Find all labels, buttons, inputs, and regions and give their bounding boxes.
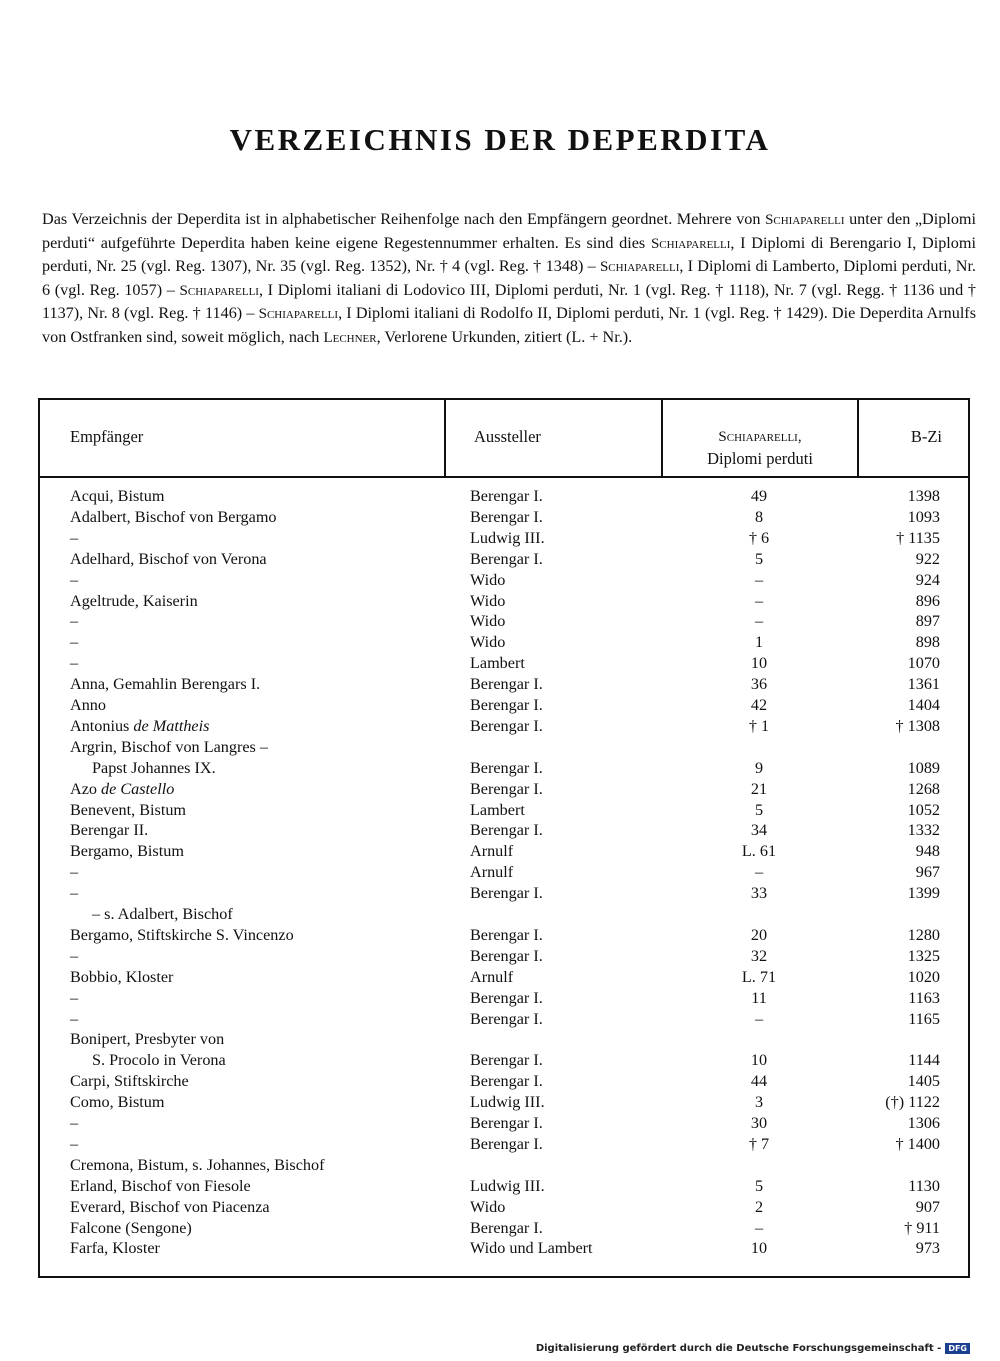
cell-schiaparelli: 3 bbox=[754, 1093, 764, 1112]
cell-empfaenger: – bbox=[70, 946, 79, 965]
cell-aussteller: Berengar I. bbox=[470, 946, 543, 965]
cell-aussteller: Arnulf bbox=[470, 842, 514, 861]
cell-empfaenger: Bergamo, Stiftskirche S. Vincenzo bbox=[70, 925, 294, 944]
cell-schiaparelli: L. 61 bbox=[741, 842, 777, 861]
table-row bbox=[40, 507, 968, 528]
cell-aussteller: Lambert bbox=[470, 654, 525, 673]
cell-schiaparelli: 49 bbox=[750, 487, 768, 505]
cell-schiaparelli: – bbox=[754, 591, 764, 610]
cell-empfaenger: Acqui, Bistum bbox=[70, 487, 165, 505]
cell-bzi: 1089 bbox=[907, 758, 940, 777]
cell-schiaparelli: 1 bbox=[754, 633, 764, 652]
cell-empfaenger: Como, Bistum bbox=[70, 1093, 165, 1112]
cell-schiaparelli: † 7 bbox=[748, 1134, 770, 1153]
cell-bzi: 1020 bbox=[907, 967, 940, 986]
cell-schiaparelli: L. 71 bbox=[741, 967, 777, 986]
header-empfaenger: Empfänger bbox=[70, 427, 144, 446]
header-bzi: B-Zi bbox=[910, 427, 942, 446]
table-row bbox=[40, 988, 968, 1009]
cell-aussteller: Wido bbox=[470, 570, 506, 589]
cell-schiaparelli: 5 bbox=[754, 800, 764, 819]
table-row bbox=[40, 528, 968, 549]
cell-bzi: 1093 bbox=[907, 507, 940, 526]
cell-aussteller: Berengar I. bbox=[470, 1009, 543, 1028]
cell-aussteller: Berengar I. bbox=[470, 925, 543, 944]
cell-aussteller: Wido bbox=[470, 1197, 506, 1216]
cell-schiaparelli: – bbox=[754, 612, 764, 631]
cell-schiaparelli: 42 bbox=[750, 696, 768, 714]
table-row bbox=[40, 758, 968, 779]
cell-bzi: 1163 bbox=[908, 988, 940, 1007]
cell-aussteller: Berengar I. bbox=[470, 758, 543, 777]
cell-aussteller: Ludwig III. bbox=[470, 1176, 545, 1195]
table-row bbox=[40, 800, 968, 821]
cell-empfaenger: Everard, Bischof von Piacenza bbox=[70, 1197, 270, 1216]
cell-aussteller: Ludwig III. bbox=[470, 528, 545, 547]
cell-empfaenger: – bbox=[70, 863, 79, 882]
cell-aussteller: Berengar I. bbox=[470, 675, 543, 694]
cell-schiaparelli: 20 bbox=[750, 925, 768, 944]
table-row bbox=[40, 1050, 968, 1071]
cell-aussteller: Wido bbox=[470, 633, 506, 652]
cell-empfaenger: Bergamo, Bistum bbox=[70, 842, 184, 861]
cell-aussteller: Berengar I. bbox=[470, 507, 543, 526]
cell-aussteller: Wido und Lambert bbox=[470, 1239, 593, 1258]
cell-bzi: 967 bbox=[915, 863, 940, 882]
cell-empfaenger: Azo de Castello bbox=[70, 779, 175, 798]
cell-bzi: † 911 bbox=[904, 1218, 940, 1237]
cell-aussteller: Ludwig III. bbox=[470, 1093, 545, 1112]
cell-empfaenger: Antonius de Mattheis bbox=[70, 716, 210, 735]
cell-bzi: 1399 bbox=[907, 884, 940, 903]
header-schiaparelli: Schiaparelli, Diplomi perduti bbox=[707, 429, 813, 468]
cell-schiaparelli: 10 bbox=[750, 1051, 768, 1070]
cell-empfaenger: Adelhard, Bischof von Verona bbox=[70, 549, 267, 568]
table-row bbox=[40, 716, 968, 737]
cell-empfaenger: – bbox=[70, 884, 79, 903]
cell-aussteller: Berengar I. bbox=[470, 549, 543, 568]
cell-bzi: 924 bbox=[915, 570, 940, 589]
cell-schiaparelli: 32 bbox=[750, 946, 768, 965]
cell-bzi: 1398 bbox=[907, 487, 940, 505]
cell-schiaparelli: 21 bbox=[750, 779, 768, 798]
deperdita-table bbox=[38, 398, 970, 1278]
cell-empfaenger: Ageltrude, Kaiserin bbox=[70, 591, 198, 610]
cell-aussteller: Berengar I. bbox=[470, 1114, 543, 1132]
cell-bzi: † 1135 bbox=[896, 528, 940, 547]
column-divider bbox=[444, 400, 446, 476]
table-row bbox=[40, 549, 968, 570]
cell-bzi: 973 bbox=[915, 1239, 940, 1258]
cell-schiaparelli: – bbox=[754, 570, 764, 589]
cell-bzi: 897 bbox=[915, 612, 940, 631]
table-row bbox=[40, 967, 968, 988]
header-aussteller: Aussteller bbox=[474, 427, 541, 446]
cell-schiaparelli: 5 bbox=[754, 549, 764, 568]
footer-text: Digitalisierung gefördert durch die Deutsche Forschungsgemeinschaft - bbox=[535, 1343, 942, 1354]
cell-bzi: 1052 bbox=[907, 800, 940, 819]
table-row bbox=[40, 1113, 968, 1134]
cell-schiaparelli: † 1 bbox=[748, 716, 770, 735]
cell-bzi: 1306 bbox=[907, 1114, 940, 1132]
cell-schiaparelli: 10 bbox=[750, 654, 768, 673]
cell-bzi: 1361 bbox=[907, 675, 940, 694]
cell-empfaenger: – bbox=[70, 528, 79, 547]
table-row bbox=[40, 1155, 968, 1176]
header-divider bbox=[40, 476, 968, 478]
cell-empfaenger: Adalbert, Bischof von Bergamo bbox=[70, 507, 277, 526]
cell-bzi: 948 bbox=[915, 842, 940, 861]
cell-empfaenger: Farfa, Kloster bbox=[70, 1239, 160, 1258]
table-row bbox=[40, 862, 968, 883]
cell-schiaparelli: 36 bbox=[750, 675, 768, 694]
cell-bzi: † 1400 bbox=[895, 1134, 940, 1153]
cell-bzi: 1130 bbox=[908, 1176, 940, 1195]
cell-empfaenger: Argrin, Bischof von Langres – bbox=[70, 737, 268, 756]
cell-empfaenger: – bbox=[70, 633, 79, 652]
cell-aussteller: Wido bbox=[470, 612, 506, 631]
table-row bbox=[40, 737, 968, 758]
page-title: VERZEICHNIS DER DEPERDITA bbox=[229, 122, 771, 157]
cell-aussteller: Berengar I. bbox=[470, 821, 543, 840]
cell-empfaenger: Benevent, Bistum bbox=[70, 800, 186, 819]
table-row bbox=[40, 820, 968, 841]
table-row bbox=[40, 1009, 968, 1030]
cell-bzi: † 1308 bbox=[895, 716, 940, 735]
cell-aussteller: Berengar I. bbox=[470, 1072, 543, 1091]
cell-empfaenger: Cremona, Bistum, s. Johannes, Bischof bbox=[70, 1155, 325, 1174]
cell-schiaparelli: 2 bbox=[754, 1197, 764, 1216]
cell-aussteller: Berengar I. bbox=[470, 988, 543, 1007]
table-row bbox=[40, 1218, 968, 1239]
table-row bbox=[40, 1238, 968, 1259]
table-row bbox=[40, 904, 968, 925]
cell-empfaenger: Carpi, Stiftskirche bbox=[70, 1072, 189, 1091]
footer-credit bbox=[536, 1343, 970, 1354]
cell-aussteller: Arnulf bbox=[470, 967, 514, 986]
table-row bbox=[40, 779, 968, 800]
table-row bbox=[40, 1134, 968, 1155]
cell-aussteller: Berengar I. bbox=[470, 696, 543, 714]
cell-empfaenger: Berengar II. bbox=[70, 821, 149, 840]
table-row bbox=[40, 1029, 968, 1050]
cell-bzi: (†) 1122 bbox=[885, 1093, 940, 1112]
table-row bbox=[40, 632, 968, 653]
intro-paragraph: Das Verzeichnis der Deperdita ist in alphabetischer Reihenfolge nach den Empfängern geordnet. Mehrere von Schiaparelli unter den „Diplomi perduti“ aufgeführte Deperdita haben keine eigene Regestennummer erhalten. Es sind dies Schiaparelli, I Diplomi di Berengario I, Diplomi perduti, Nr. 25 (vgl. Reg. 1307), Nr. 35 (vgl. Reg. 1352), Nr. † 4 (vgl. Reg. † 1348) – Schiaparelli, I Diplomi di Lamberto, Diplomi perduti, Nr. 6 (vgl. Reg. 1057) – Schiaparelli, I Diplomi italiani di Lodovico III, Diplomi perduti, Nr. 1 (vgl. Reg. † 1118), Nr. 7 (vgl. Regg. † 1136 und † 1137), Nr. 8 (vgl. Reg. † 1146) – Schiaparelli, I Diplomi italiani di Rodolfo II, Diplomi perduti, Nr. 1 (vgl. Reg. † 1429). Die Deperdita Arnulfs von Ostfranken sind, soweit möglich, nach Lechner, Verlorene Urkunden, zitiert (L. + Nr.). bbox=[42, 210, 977, 346]
cell-empfaenger: – bbox=[70, 1114, 79, 1132]
cell-aussteller: Berengar I. bbox=[470, 1134, 543, 1153]
table-row bbox=[40, 925, 968, 946]
table-row bbox=[40, 946, 968, 967]
cell-aussteller: Wido bbox=[470, 591, 506, 610]
table-row bbox=[40, 570, 968, 591]
cell-schiaparelli: 10 bbox=[750, 1239, 768, 1258]
cell-schiaparelli: – bbox=[754, 863, 764, 882]
cell-empfaenger: – bbox=[70, 654, 79, 673]
cell-empfaenger: Papst Johannes IX. bbox=[92, 758, 216, 777]
cell-aussteller: Berengar I. bbox=[470, 716, 543, 735]
cell-empfaenger: – bbox=[70, 612, 79, 631]
dfg-logo: DFG bbox=[945, 1343, 970, 1354]
cell-empfaenger: Bonipert, Presbyter von bbox=[70, 1030, 225, 1049]
cell-schiaparelli: † 6 bbox=[748, 528, 770, 547]
column-divider bbox=[857, 400, 859, 476]
cell-aussteller: Berengar I. bbox=[470, 779, 543, 798]
cell-aussteller: Berengar I. bbox=[470, 884, 543, 903]
table-row bbox=[40, 653, 968, 674]
cell-schiaparelli: 11 bbox=[751, 988, 767, 1007]
table-row bbox=[40, 486, 968, 507]
cell-empfaenger: – bbox=[70, 988, 79, 1007]
cell-empfaenger: – bbox=[70, 1009, 79, 1028]
cell-empfaenger: Anno bbox=[70, 696, 106, 714]
cell-aussteller: Arnulf bbox=[470, 863, 514, 882]
cell-bzi: 922 bbox=[915, 549, 940, 568]
cell-schiaparelli: 9 bbox=[754, 758, 764, 777]
table-row bbox=[40, 591, 968, 612]
cell-bzi: 1405 bbox=[907, 1072, 940, 1091]
cell-empfaenger: – s. Adalbert, Bischof bbox=[92, 905, 233, 923]
cell-bzi: 1268 bbox=[907, 779, 940, 798]
table-row bbox=[40, 695, 968, 716]
cell-bzi: 1280 bbox=[907, 925, 940, 944]
cell-bzi: 907 bbox=[915, 1197, 940, 1216]
table-row bbox=[40, 883, 968, 904]
cell-bzi: 1404 bbox=[907, 696, 940, 714]
cell-aussteller: Berengar I. bbox=[470, 1218, 543, 1237]
cell-bzi: 1332 bbox=[907, 821, 940, 840]
cell-schiaparelli: 30 bbox=[750, 1114, 768, 1132]
cell-bzi: 1165 bbox=[908, 1009, 940, 1028]
table-row bbox=[40, 1176, 968, 1197]
table-row bbox=[40, 611, 968, 632]
table-row bbox=[40, 674, 968, 695]
table-row bbox=[40, 1197, 968, 1218]
cell-bzi: 898 bbox=[915, 633, 940, 652]
cell-aussteller: Berengar I. bbox=[470, 487, 543, 505]
cell-empfaenger: Falcone (Sengone) bbox=[70, 1218, 192, 1237]
cell-schiaparelli: 8 bbox=[754, 507, 764, 526]
cell-schiaparelli: – bbox=[754, 1218, 764, 1237]
cell-bzi: 896 bbox=[915, 591, 940, 610]
cell-schiaparelli: 44 bbox=[750, 1072, 768, 1091]
cell-bzi: 1070 bbox=[907, 654, 940, 673]
table-row bbox=[40, 1071, 968, 1092]
cell-bzi: 1325 bbox=[907, 946, 940, 965]
cell-empfaenger: S. Procolo in Verona bbox=[92, 1051, 226, 1070]
cell-schiaparelli: 5 bbox=[754, 1176, 764, 1195]
cell-schiaparelli: 34 bbox=[750, 821, 768, 840]
cell-empfaenger: Erland, Bischof von Fiesole bbox=[70, 1176, 251, 1195]
cell-empfaenger: Anna, Gemahlin Berengars I. bbox=[70, 675, 261, 694]
table-row bbox=[40, 841, 968, 862]
table-row bbox=[40, 1092, 968, 1113]
cell-empfaenger: – bbox=[70, 1134, 79, 1153]
cell-bzi: 1144 bbox=[908, 1051, 940, 1070]
cell-schiaparelli: 33 bbox=[750, 884, 768, 903]
cell-aussteller: Lambert bbox=[470, 800, 525, 819]
cell-aussteller: Berengar I. bbox=[470, 1051, 543, 1070]
cell-schiaparelli: – bbox=[754, 1009, 764, 1028]
cell-empfaenger: – bbox=[70, 570, 79, 589]
cell-empfaenger: Bobbio, Kloster bbox=[70, 967, 174, 986]
